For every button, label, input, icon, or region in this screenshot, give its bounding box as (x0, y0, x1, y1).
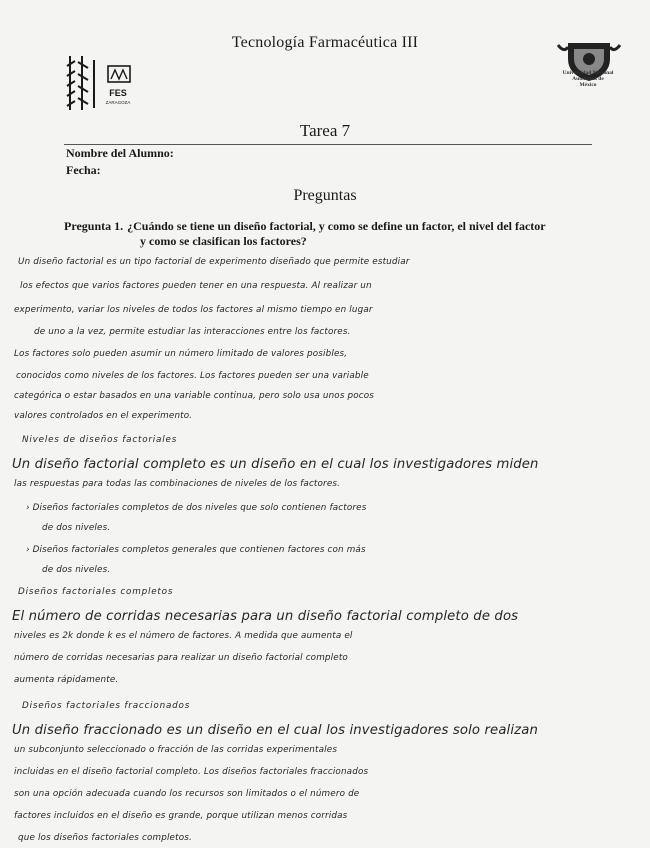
answer-bullet: › Diseños factoriales completos generales que contienen factores con más (26, 545, 366, 555)
fes-logo-text: FES (109, 88, 127, 98)
answer-line: Un diseño fraccionado es un diseño en el cual los investigadores solo realizan (12, 723, 538, 738)
answer-heading: Diseños factoriales fraccionados (22, 701, 191, 711)
answer-line: son una opción adecuada cuando los recursos son limitados o el número de (14, 789, 360, 799)
answer-line: experimento, variar los niveles de todos los factores al mismo tiempo en lugar (14, 305, 373, 315)
question-text-line2: y como se clasifican los factores? (140, 234, 307, 248)
answer-line: valores controlados en el experimento. (14, 411, 193, 421)
answer-bullet: › Diseños factoriales completos de dos niveles que solo contienen factores (26, 503, 367, 513)
answer-line: factores incluidos en el diseño es grande, porque utilizan menos corridas (14, 811, 348, 821)
answer-heading: Niveles de diseños factoriales (22, 435, 178, 445)
student-name-label: Nombre del Alumno: (66, 146, 174, 160)
fes-logo-subtext: ZARAGOZA (105, 100, 131, 105)
answer-line: categórica o estar basados en una variable continua, pero solo usa unos pocos (14, 391, 375, 401)
answer-line: de dos niveles. (42, 565, 111, 575)
question-text-line1: ¿Cuándo se tiene un diseño factorial, y como se define un factor, el nivel del factor (127, 219, 546, 233)
question-number: Pregunta 1. (64, 219, 124, 233)
answer-line: Un diseño factorial es un tipo factorial de experimento diseñado que permite estudiar (18, 257, 410, 267)
task-title: Tarea 7 (299, 121, 351, 140)
answer-line: conocidos como niveles de los factores. Los factores pueden ser una variable (16, 371, 369, 381)
answer-line: los efectos que varios factores pueden tener en una respuesta. Al realizar un (20, 281, 372, 291)
date-label: Fecha: (66, 163, 101, 177)
answer-line: incluidas en el diseño factorial completo. Los diseños factoriales fraccionados (14, 767, 369, 777)
fes-zaragoza-logo (64, 52, 148, 114)
answer-heading: Diseños factoriales completos (18, 587, 174, 597)
title-underline (64, 144, 592, 145)
question-1 (64, 219, 604, 249)
answer-line: de uno a la vez, permite estudiar las interacciones entre los factores. (34, 327, 351, 337)
course-title: Tecnología Farmacéutica III (231, 34, 419, 51)
answer-line: Un diseño factorial completo es un diseño en el cual los investigadores miden (12, 457, 539, 472)
answer-line: un subconjunto seleccionado o fracción de las corridas experimentales (14, 745, 338, 755)
answer-line: aumenta rápidamente. (14, 675, 119, 685)
answer-line: de dos niveles. (42, 523, 111, 533)
section-title: Preguntas (293, 187, 357, 204)
answer-line: que los diseños factoriales completos. (18, 833, 192, 843)
unam-caption: Universidad Nacional Autónoma de México (562, 70, 614, 88)
answer-line: Los factores solo pueden asumir un número limitado de valores posibles, (14, 349, 348, 359)
answer-line: las respuestas para todas las combinaciones de niveles de los factores. (14, 479, 341, 489)
answer-line: El número de corridas necesarias para un diseño factorial completo de dos (12, 609, 519, 624)
answer-line: niveles es 2k donde k es el número de factores. A medida que aumenta el (14, 631, 353, 641)
answer-line: número de corridas necesarias para realizar un diseño factorial completo (14, 653, 348, 663)
